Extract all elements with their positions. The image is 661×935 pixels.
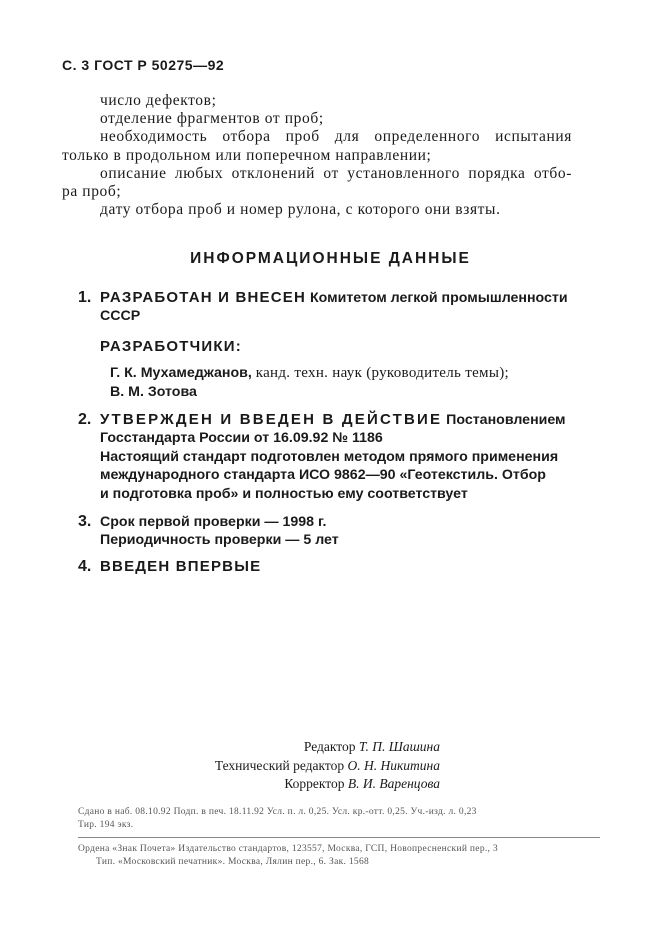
word: для [334, 128, 360, 146]
item-head: УТВЕРЖДЕН И ВВЕДЕН В ДЕЙСТВИЕ [100, 411, 443, 429]
developer-2-name: В. М. Зотова [110, 383, 197, 400]
item-text: Периодичность проверки — 5 лет [100, 532, 339, 549]
body-line-necessity [62, 128, 572, 146]
credit-name: Т. П. Шашина [358, 739, 440, 754]
info-list [78, 289, 598, 576]
developer-1 [100, 364, 598, 382]
item-head: ВВЕДЕН ВПЕРВЫЕ [100, 557, 262, 575]
item-text: международного стандарта ИСО 9862—90 «Геотекстиль. Отбор [100, 467, 546, 484]
word: отбо- [533, 164, 572, 182]
credit-name: О. Н. Никитина [347, 757, 440, 773]
item-number: 2. [78, 411, 92, 429]
word: необходимость [100, 128, 208, 146]
item-text: и подготовка проб» и полностью ему соответствует [100, 485, 468, 502]
item-number: 1. [78, 289, 92, 306]
credit-label: Технический редактор [214, 757, 345, 773]
credit-label: Редактор [303, 739, 356, 754]
item-text: Настоящий стандарт подготовлен методом прямого применения [100, 448, 559, 465]
imprint-line-2: Тир. 194 экз. [78, 819, 134, 830]
body-line-fragments: отделение фрагментов от проб; [100, 110, 324, 128]
body-line-proby: ра проб; [62, 183, 122, 201]
body-line-direction: только в продольном или поперечном направлении; [62, 146, 432, 164]
section-title: ИНФОРМАЦИОННЫЕ ДАННЫЕ [190, 250, 471, 267]
body-line-description [62, 165, 572, 183]
credit-editor [200, 738, 440, 757]
body-line-date: дату отбора проб и номер рулона, с которого они взяты. [100, 201, 501, 219]
imprint [78, 806, 600, 868]
word: проб [285, 128, 320, 146]
item-text: Госстандарта России от 16.09.92 № 1186 [100, 430, 383, 447]
word: определенного [374, 128, 481, 146]
developer-1-title: канд. техн. наук (руководитель темы); [255, 365, 509, 382]
item-text: Комитетом легкой промышленности [309, 290, 568, 306]
info-item-4 [78, 558, 598, 576]
word: от [323, 164, 339, 182]
item-text: Срок первой проверки — 1998 г. [100, 514, 327, 531]
word: установленного [347, 164, 460, 182]
word: порядка [468, 164, 526, 182]
word: описание [100, 164, 167, 182]
info-item-1 [78, 289, 598, 401]
imprint-divider [78, 837, 600, 838]
info-item-3 [78, 513, 598, 550]
credit-corrector [200, 775, 440, 794]
word: отбора [222, 128, 271, 146]
credits [200, 738, 440, 794]
info-item-2 [78, 411, 598, 503]
developers-head: РАЗРАБОТЧИКИ: [100, 337, 242, 355]
item-text: Постановлением [446, 412, 566, 429]
word: отклонений [231, 164, 316, 182]
item-number: 4. [78, 557, 92, 575]
item-text: СССР [100, 308, 141, 325]
credit-name: В. И. Варенцова [347, 776, 440, 791]
credit-label: Корректор [284, 776, 345, 791]
imprint-line-3: Ордена «Знак Почета» Издательство стандартов, 123557, Москва, ГСП, Новопресненский пер., 3 [78, 844, 498, 854]
body-line-defects: число дефектов; [100, 92, 217, 109]
item-head: РАЗРАБОТАН И ВНЕСЕН [100, 289, 307, 306]
credit-tech-editor [200, 757, 440, 776]
item-number: 3. [78, 513, 92, 531]
developer-1-name: Г. К. Мухамеджанов, [110, 365, 252, 382]
imprint-line-4: Тип. «Московский печатник». Москва, Лялин пер., 6. Зак. 1568 [96, 856, 370, 867]
imprint-line-1: Сдано в наб. 08.10.92 Подп. в печ. 18.11.92 Усл. п. л. 0,25. Усл. кр.-отт. 0,25. Уч.-изд. л. 0,23 [78, 807, 477, 817]
body-text [62, 92, 572, 219]
page-header: С. 3 ГОСТ Р 50275—92 [62, 57, 225, 73]
word: испытания [495, 128, 572, 146]
word: любых [174, 164, 224, 182]
